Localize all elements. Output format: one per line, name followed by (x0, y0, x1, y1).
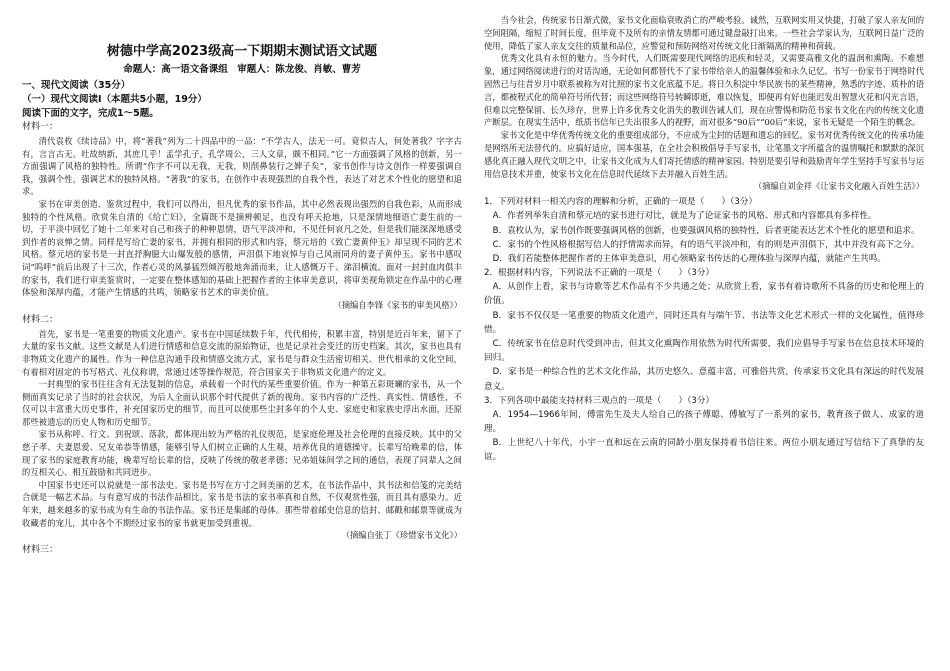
paragraph: 当今社会，传统家书日渐式微，家书文化面临衰败消亡的严峻考验。诚然，互联网实用又快捷，打破了家人亲友间的空间阻隔，缩短了时间长度，但毕竟不及所有的亲情友情都可通过键盘敲打出来。一些社会学家认为，互联网日益广泛的使用，降低了家人亲友交往的质量和品位，应警觉和预防网络对传统文化日渐隔离的精神和荷载。 (484, 15, 924, 51)
paragraph: 家书文化是中华优秀传统文化的重要组成部分，不应成为尘封的话题和遗忘的回忆。家书对优秀传统文化的传承功能是网络所无法替代的。应搞好适应，国本强基，在全社会积极倡导手写家书，让笔墨文字所蕴含的温情嘱托和默默的深沉感化真正融入现代文明之中，让家书文化成为人们寄托情感的精神家园。特别是要引导和鼓励青年学生坚持手写家书与运用信息技术并重，使家书文化在信息时代延续下去并融入百姓生活。 (484, 130, 924, 179)
answer-option: B．袁枚认为，家书创作既要强调风格的创新，也要强调风格的独特性，后者更能表达艺术个性化的愿望和追求。 (492, 225, 920, 236)
paragraph: 一封典型的家书往往含有无法复制的信息，承载着一个时代的某些重要价值。作为一种第五彩斑斓的家书，从一个侧面真实记录了当时的社会状况，为后人全面认识那个时代提供了新的视角。家书内容的广泛性、真实性、情感性，不仅可以丰富重大历史事件，补充国家历史的细节，而且可以使那些尘封多年的个人史、家庭史和家族史浮出水面，还原那些被遗忘的历史人物和历史细节。 (22, 379, 462, 427)
material-label: 材料一： (22, 122, 59, 132)
paragraph: 首先，家书是一笔重要的物质文化遗产。家书在中国延续数千年，代代相传，积累丰富，特别是近百年来，留下了大量的家书文献。这些文献是人们进行情感和信息交流的原始物证，也是记录社会变迁的历史档案。其次，家书也具有非物质文化遗产的属性。作为一种信息沟通手段和情感交流方式，家书是与群众生活密切相关、世代相承的文化空间，有着相对固定的书写格式、礼仪称谓，常通过述等操作规范，符合国家关于非物质文化遗产的定义。 (22, 328, 462, 377)
reading-instruction: 阅读下面的文字，完成1～5题。 (22, 108, 159, 119)
source-citation: （摘编自刘金祥《让家书文化融入百姓生活》） (753, 181, 924, 192)
right-column (484, 14, 924, 664)
answer-option: D．家书是一种综合性的艺术文化作品，其历史悠久、意蕴丰富，可雅俗共赏，传承家书文化具有深远的时代发展意义。 (484, 367, 924, 392)
answer-option: A．从创作上看，家书与诗歌等艺术作品有不少共通之处；从欣赏上看，家书有着诗歌所不具备的历史和伦理上的价值。 (484, 282, 924, 307)
question-stem: 2．根据材料内容，下列说法不正确的一项是（ ）（3分） (484, 268, 715, 279)
material-label: 材料二： (22, 314, 59, 325)
answer-option: C．家书的个性风格根据写信人的抒情需求而异，有的语气平淡冲和，有的则是声泪俱下，其中并没有高下之分。 (492, 239, 920, 250)
subsection-heading: （一）现代文阅读Ⅰ（本题共5小题，19分） (22, 94, 207, 105)
question-stem: 3．下列各项中最能支持材料三观点的一项是（ ）（3分） (484, 395, 715, 406)
left-column (22, 14, 462, 664)
source-citation: （摘编自李锋《家书的审美风格》） (333, 299, 462, 310)
paragraph: 家书从称呼、行文、到祝颂、落款，都体现出较为严格的礼仪规范，是家庭伦理及社会伦理的直接反映。其中的父慈子孝、夫妻恩爱、兄友弟恭等情感，能够引导人们树立正确的人生观，培养优良的道德操守。长辈写给晚辈的信，体现了家书的家庭教育功能，晚辈写给长辈的信，反映了传统的敬老孝德；兄弟姐妹间学之间的通信，表现了同辈人之间的互相关心、相互鼓励和共同进步。 (22, 429, 462, 478)
section-heading: 一、现代文阅读（35分） (22, 80, 131, 91)
answer-option: A．作者列举朱自清和蔡元培的家书进行对比，就是为了论证家书的风格、形式和内容都具有多样性。 (492, 211, 877, 222)
paragraph: 优秀文化具有永恒的魅力。当今时代，人们既需要现代网络的迅疾和轻灵，又需要高雅文化的温润和熏陶。不难想象，通过网络阅读进行的对话沟通，无论如何都替代不了家书带给亲人的温馨体验和永久记忆。书写一份家书于网络时代固然已与往昔岁月中联系被称为对比照的家书文化底蕴不足。将日久积淀中华民族书的某些精神，熟悉的字迹、质朴的语言，都被程式化的简单符号所代替；而这些网络符号转瞬即逝，难以恢复，即便再有好也能迟发出智慧火花和闪光言语，但难以完整保留、长久珍存，世界上许多优秀文化消失的教训告诫人们，现在应警惕和防范书家书文化在内的传统文化遗产断层。在现实生活中，纸质书信年已失出很多人的视野，而对很多“90后”“00后”来说，家书无疑是一个陌生的概念。 (484, 53, 924, 128)
answer-option: B．家书不仅仅是一笔重要的物质文化遗产，同时还具有与端午节、书法等文化艺术形式一样的文化属性，值得珍惜。 (484, 310, 924, 335)
paragraph: 中国家书史还可以说就是一部书法史。家书是书写在方寸之间美丽的艺术，在书法作品中，其书法和信笺的完美结合就是一幅艺术品。与有意写成的书法作品相比，家书是书法的家书率真和自然，不仅观赏性强，而且具有感染力。近年来，越来越多的家书成为有生命的书法作品。家书还是集邮的母体。那些带着邮史信息的信封、邮戳和邮票等就成为收藏者的宠儿，其中各个不期经过家书的家书就更加受到重视。 (22, 479, 462, 528)
question-stem: 1．下列对材料一相关内容的理解和分析，正确的一项是（ ）（3分） (484, 197, 758, 208)
paragraph: 家书在审美创造、鉴赏过程中，我们可以得出，但凡优秀的家书作品，其中必然表现出强烈的自我色彩，从而形成独特的个性风格。欣赏朱自清的《给亡妇》，全篇既不是摘辨顿足，也没有呼天抢地，只是深情地细语亡妻生前的一切，于平淡中回忆了她十二年来对自己和孩子的种种恩情，语气平淡冲和，不见任何哀凡之处，但是我们能深深地感受到作者的哀惮之情。同样是写给亡妻的家书，并拥有相同的形式和内容，蔡元培的《致亡妻黄仲玉》却呈现不同的艺术风格。蔡元培的家书是一封直抒胸臆大山爆发般的感情，声泪俱下地哀悼与自己风雨同舟的妻子黄仲玉。家书中感叹词“呜呼”前后出现了十三次，作者心灵的风暴猛烈倾泻般地奔涌而来，让人感慨万千、涕泪横流。面对一封封血肉俱丰的家书，我们进行审美鉴赏时，一定要在整体感知的基础上把握作者的主体审美意识，将审美视角锁定在作品中的心理体验和深厚内蕴，才能产生情感的共鸣，领略家书艺术的审美价值。 (22, 198, 462, 298)
material-label: 材料三： (22, 545, 59, 556)
exam-title: 树德中学高2023级高一下期期末测试语文试题 (106, 44, 378, 59)
answer-option: D．我们若能整体把握作者的主体审美意识，用心领略家书传达的心理体验与深厚内蕴，就能产生共鸣。 (492, 253, 886, 264)
answer-option: C．传统家书在信息时代受到冲击，但其文化熏陶作用依然为时代所需要，我们应倡导手写家书在信息技术环境的回归。 (484, 338, 924, 364)
exam-authors: 命题人：高一语文备课组 审题人：陈龙俊、肖敏、曹芳 (123, 64, 361, 75)
answer-option: B．上世纪八十年代，小宇一直和远在云南的同龄小朋友保持着书信往来。两位小朋友通过写信结下了真挚的友谊。 (484, 438, 924, 463)
source-citation: （摘编自张丁《珍惜家书文化》） (341, 530, 462, 541)
paragraph: 清代袁枚《续诗品》中，将“著我”列为二十四品中的一品：“不学古人，法无一可。竟似古人，何处著我？字字古有，言言古无。吐故纳新，其庶几乎！孟学孔子，孔学周公，三人文章，颇不相同。”它一方面强调了风格的创新，另一方面强调了风格的独特性。所谓“作字不可以无我，无我，则削鼻装行之婢子矣”，家书创作与诗文创作一样要强调自我，强调个性，强调艺术的独特风格。“著我”的家书，在创作中表现强烈的自我个性，表达了对艺术个性化的愿望和追求。 (22, 136, 462, 197)
answer-option: A．1954—1966年间，傅雷先生及夫人给自己的孩子傅聪、傅敏写了一系列的家书，教育孩子做人、成家的道理。 (484, 409, 924, 434)
